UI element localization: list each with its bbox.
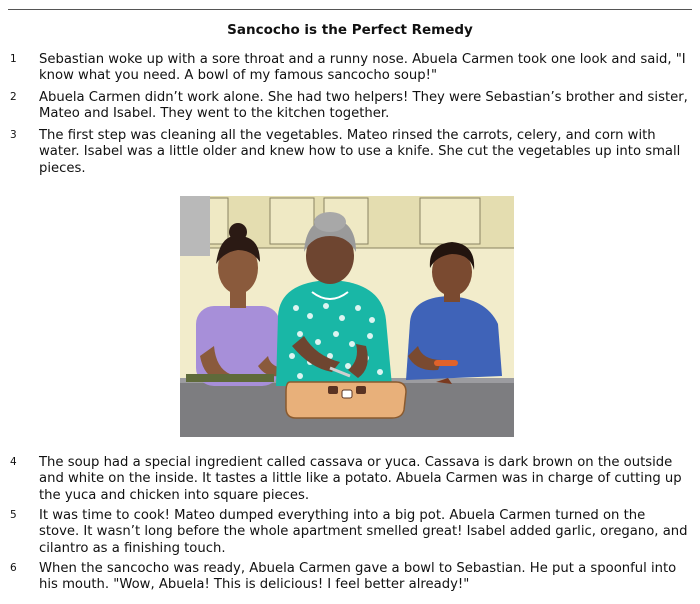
story-title: Sancocho is the Perfect Remedy xyxy=(227,22,473,38)
paragraph-text: Abuela Carmen didn’t work alone. She had two helpers! They were Sebastian’s brother and sister, Mateo and Isabel. They went to the kitchen together. xyxy=(39,90,688,122)
paragraph-text: When the sancocho was ready, Abuela Carmen gave a bowl to Sebastian. He put a spoonful into his mouth. "Wow, Abuela! This is delicious! I feel better already!" xyxy=(39,561,677,593)
paragraph-number: 5 xyxy=(10,509,17,521)
paragraph-number: 1 xyxy=(10,53,17,65)
paragraph-text: The soup had a special ingredient called cassava or yuca. Cassava is dark brown on the outside and white on the inside. It tastes a little like a potato. Abuela Carmen was in charge of cutting up the yuca and chicken into square pieces. xyxy=(39,455,682,503)
paragraph-text: Sebastian woke up with a sore throat and a runny nose. Abuela Carmen took one look and said, "I know what you need. A bowl of my famous sancocho soup!" xyxy=(39,52,686,84)
paragraph-number: 2 xyxy=(10,91,17,103)
kitchen-illustration xyxy=(180,196,514,437)
top-rule xyxy=(8,9,692,10)
paragraph-text: It was time to cook! Mateo dumped everything into a big pot. Abuela Carmen turned on the stove. It wasn’t long before the whole apartment smelled great! Isabel added garlic, oregano, and cilantro as a finishing touch. xyxy=(39,508,688,556)
paragraph-number: 6 xyxy=(10,562,17,574)
paragraph-number: 4 xyxy=(10,456,17,468)
paragraph-text: The first step was cleaning all the vegetables. Mateo rinsed the carrots, celery, and corn with water. Isabel was a little older and knew how to use a knife. She cut the vegetables up into small pieces. xyxy=(39,128,681,176)
paragraph-number: 3 xyxy=(10,129,17,141)
